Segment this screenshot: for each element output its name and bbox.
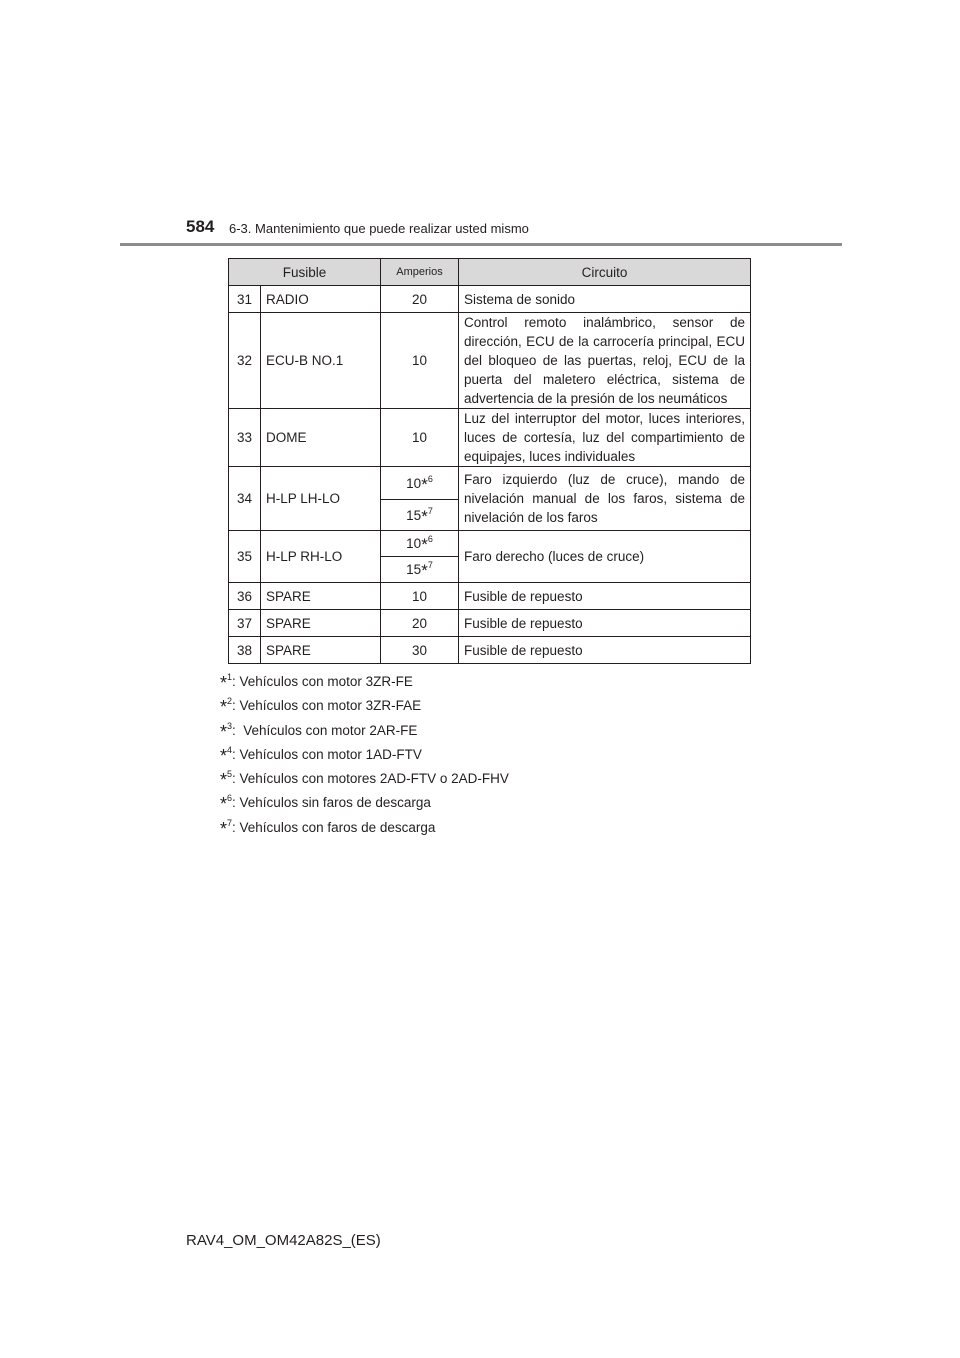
footnote [220,696,509,720]
fuse-number: 38 [229,637,261,664]
footnote-asterisk: * [220,770,228,791]
footnote-asterisk: * [421,535,428,554]
table-row [229,313,751,409]
table-row [229,531,751,557]
amperes-value: 10 [406,536,422,551]
footnote-number: 3 [227,720,233,731]
table-row [229,409,751,467]
footnote-text: : Vehículos con motores 2AD-FTV o 2AD-FHV [232,771,509,787]
fuse-number: 32 [229,313,261,409]
fuse-circuit: Faro izquierdo (luz de cruce), mando de nivelación manual de los faros, sistema de nivelación de los faros [459,467,751,531]
footnote [220,672,509,696]
fuse-amperes [381,531,459,557]
footnotes [220,672,509,842]
fuse-amperes: 10 [381,409,459,467]
fuse-number: 34 [229,467,261,531]
fuse-amperes [381,500,459,531]
table-row [229,286,751,313]
fuse-name: H-LP LH-LO [261,467,381,531]
fuse-name: DOME [261,409,381,467]
table-row [229,467,751,500]
fuse-number: 35 [229,531,261,583]
fuse-name: H-LP RH-LO [261,531,381,583]
fuse-number: 31 [229,286,261,313]
fuse-amperes: 10 [381,313,459,409]
table-row [229,637,751,664]
fuse-amperes: 30 [381,637,459,664]
footnote-number: 2 [227,696,233,707]
footnote-reference: 7 [427,560,433,570]
footnote [220,793,509,817]
fuse-name: RADIO [261,286,381,313]
amperes-value: 10 [406,475,422,491]
footnote-number: 4 [227,744,233,755]
table-row [229,610,751,637]
footnote [220,818,509,842]
footnote-text: : Vehículos con motor 1AD-FTV [232,746,422,762]
footnote-asterisk: * [421,474,428,494]
footnote-number: 1 [227,672,233,682]
column-header-amperes: Amperios [381,259,459,286]
fuse-name: SPARE [261,610,381,637]
footnote-asterisk: * [220,697,228,718]
fuse-number: 36 [229,583,261,610]
footnote-asterisk: * [421,561,428,580]
footnote-asterisk: * [421,506,428,526]
footnote-reference: 6 [427,473,433,484]
footnote-text: : Vehículos con motor 2AR-FE [232,722,418,738]
fuse-circuit: Sistema de sonido [459,286,751,313]
table-row [229,583,751,610]
amperes-value: 15 [406,562,422,577]
footnote-text: : Vehículos sin faros de descarga [232,795,431,811]
footnote-number: 6 [227,793,233,804]
table-header-row [229,259,751,286]
footnote [220,769,509,793]
footnote-asterisk: * [220,745,228,766]
footnote-text: : Vehículos con faros de descarga [232,819,436,835]
fuse-circuit: Fusible de repuesto [459,610,751,637]
footnote-text: : Vehículos con motor 3ZR-FAE [232,698,422,714]
fuse-table [228,258,751,664]
footnote-asterisk: * [220,818,228,839]
footnote [220,745,509,769]
fuse-amperes: 20 [381,610,459,637]
page-number: 584 [186,217,215,236]
fuse-circuit: Luz del interruptor del motor, luces interiores, luces de cortesía, luz del compartimiento de equipajes, luces individuales [459,409,751,467]
fuse-number: 37 [229,610,261,637]
footnote [220,721,509,745]
footnote-text: : Vehículos con motor 3ZR-FE [232,674,413,689]
footnote-asterisk: * [220,673,228,693]
column-header-circuit: Circuito [459,259,751,286]
fuse-circuit: Fusible de repuesto [459,637,751,664]
footnote-asterisk: * [220,721,228,742]
fuse-amperes [381,557,459,583]
header-rule [120,243,842,246]
footnote-reference: 7 [427,505,433,516]
document-code: RAV4_OM_OM42A82S_(ES) [186,1232,381,1249]
footnote-asterisk: * [220,794,228,815]
footnote-number: 5 [227,769,233,780]
fuse-circuit: Control remoto inalámbrico, sensor de dirección, ECU de la carrocería principal, ECU del bloqueo de las puertas, reloj, ECU de la puerta del maletero eléctrica, sistema de advertencia de la presión de los neumáticos [459,313,751,409]
column-header-fuse: Fusible [229,259,381,286]
fuse-name: SPARE [261,583,381,610]
fuse-name: ECU-B NO.1 [261,313,381,409]
amperes-value: 15 [406,507,422,523]
fuse-circuit: Fusible de repuesto [459,583,751,610]
fuse-amperes [381,467,459,500]
section-title: 6-3. Mantenimiento que puede realizar usted mismo [229,221,529,236]
fuse-amperes: 20 [381,286,459,313]
footnote-reference: 6 [427,534,433,544]
fuse-number: 33 [229,409,261,467]
fuse-name: SPARE [261,637,381,664]
fuse-circuit: Faro derecho (luces de cruce) [459,531,751,583]
footnote-number: 7 [227,817,233,828]
fuse-amperes: 10 [381,583,459,610]
